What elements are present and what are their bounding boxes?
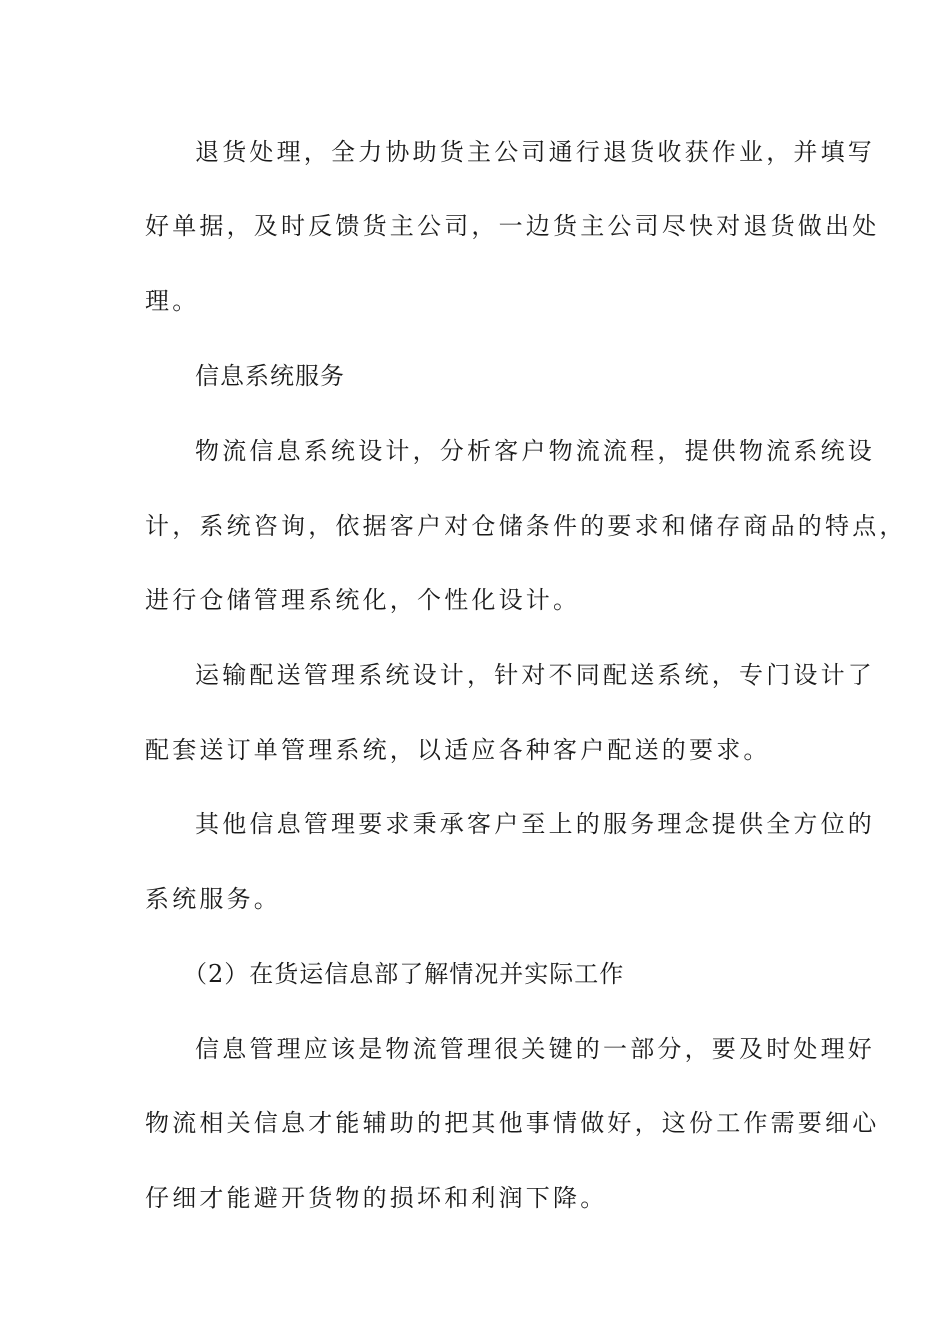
paragraph-line: 物流相关信息才能辅助的把其他事情做好，这份工作需要细心 <box>145 1109 880 1137</box>
subsection-heading: （2）在货运信息部了解情况并实际工作 <box>183 960 625 988</box>
section-heading: 信息系统服务 <box>195 362 345 390</box>
paragraph-line: 退货处理，全力协助货主公司通行退货收获作业，并填写 <box>195 138 875 166</box>
paragraph-line: 好单据，及时反馈货主公司，一边货主公司尽快对退货做出处 <box>145 212 880 240</box>
paragraph-line: 进行仓储管理系统化，个性化设计。 <box>145 586 581 614</box>
paragraph-line: 理。 <box>145 287 200 315</box>
paragraph-line: 其他信息管理要求秉承客户至上的服务理念提供全方位的 <box>195 810 875 838</box>
paragraph-line: 计，系统咨询，依据客户对仓储条件的要求和储存商品的特点， <box>145 512 907 540</box>
paragraph-line: 物流信息系统设计，分析客户物流流程，提供物流系统设 <box>195 437 875 465</box>
paragraph-line: 信息管理应该是物流管理很关键的一部分，要及时处理好 <box>195 1035 875 1063</box>
paragraph-line: 配套送订单管理系统，以适应各种客户配送的要求。 <box>145 736 771 764</box>
paragraph-line: 运输配送管理系统设计，针对不同配送系统，专门设计了 <box>195 661 875 689</box>
paragraph-line: 仔细才能避开货物的损坏和利润下降。 <box>145 1184 608 1212</box>
paragraph-line: 系统服务。 <box>145 885 281 913</box>
